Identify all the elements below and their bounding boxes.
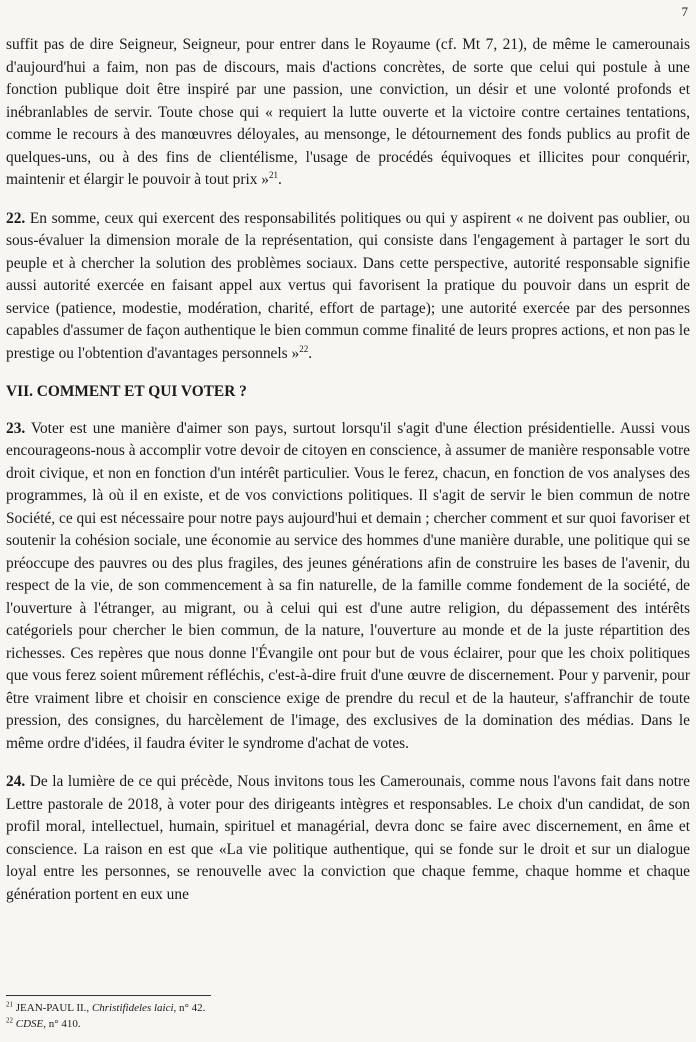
footnote-locator: , n° 410. bbox=[43, 1018, 81, 1030]
paragraph-intro bbox=[6, 34, 690, 192]
paragraph-text: De la lumière de ce qui précède, Nous invitons tous les Camerounais, comme nous l'avons fait dans notre Lettre pastorale de 2018, à voter pour des dirigeants intègres et responsables. Le choix d'un candidat, de son profil moral, intellectuel, humain, spirituel et managérial, devra donc se faire avec discernement, en âme et conscience. La raison en est que «La vie politique authentique, qui se fonde sur le droit et sur un dialogue loyal entre les personnes, se renouvelle avec la conviction que chaque femme, chaque homme et chaque génération portent en eux une bbox=[6, 773, 690, 903]
paragraph-24 bbox=[6, 771, 690, 906]
footnote-22 bbox=[6, 1016, 690, 1032]
section-heading: VII. COMMENT ET QUI VOTER ? bbox=[6, 383, 247, 400]
page-number: 7 bbox=[681, 4, 688, 19]
paragraph-22 bbox=[6, 208, 690, 366]
paragraph-number: 24. bbox=[6, 773, 26, 790]
footnote-21 bbox=[6, 1000, 690, 1016]
footnote-divider bbox=[6, 995, 211, 996]
footnote-ref-21[interactable]: 21 bbox=[269, 169, 278, 180]
footnote-title: Christifideles laici bbox=[91, 1002, 174, 1014]
document-body bbox=[6, 34, 690, 922]
paragraph-text: suffit pas de dire Seigneur, Seigneur, pour entrer dans le Royaume (cf. Mt 7, 21), de même le camerounais d'aujourd'hui a faim, non pas de discours, mais d'actions concrètes, de sorte que celui qui postule à une fonction publique doit être inspiré par une passion, une conviction, un désir et une volonté profonds et inébranlables de servir. Toute chose qui « requiert la lutte ouverte et la victoire contre certaines tentations, comme le recours à des manœuvres déloyales, au mensonge, le détournement des fonds publics au profit de quelques-uns, ou à des fins de clientélisme, l'usage de procédés équivoques et illicites pour conquérir, maintenir et élargir le pouvoir à tout prix » bbox=[6, 36, 690, 188]
footnote-mark: 22 bbox=[6, 1016, 13, 1025]
footnote-title: CDSE bbox=[15, 1018, 44, 1030]
footnote-author: JEAN-PAUL II., bbox=[13, 1002, 92, 1014]
paragraph-end: . bbox=[278, 171, 282, 188]
footnote-locator: , n° 42. bbox=[173, 1002, 206, 1014]
paragraph-text: En somme, ceux qui exercent des responsabilités politiques ou qui y aspirent « ne doivent pas oublier, ou sous-évaluer la dimension morale de la représentation, qui consiste dans l'engagement à partager le sort du peuple et à chercher la solution des problèmes sociaux. Dans cette perspective, autorité responsable signifie aussi autorité exercée en faisant appel aux vertus qui favorisent la pratique du pouvoir dans un esprit de service (patience, modestie, modération, charité, effort de partage); une autorité exercée par des personnes capables d'assumer de façon authentique le bien commun comme finalité de leurs propres actions, et non pas le prestige ou l'obtention d'avantages personnels » bbox=[6, 209, 691, 362]
paragraph-number: 23. bbox=[6, 419, 26, 437]
footnote-ref-22[interactable]: 22 bbox=[299, 343, 309, 354]
paragraph-text: Voter est une manière d'aimer son pays, surtout lorsqu'il s'agit d'une élection présidentielle. Aussi vous encourageons-nous à accomplir votre devoir de citoyen en conscience, à assumer de manière responsable votre droit civique, et non en fonction d'un intérêt particulier. Vous le ferez, chacun, en fonction de vos analyses des programmes, là où il en existe, et de vos convictions politiques. Il s'agit de servir le bien commun de notre Société, ce qui est nécessaire pour notre pays aujourd'hui et demain ; chercher comment et sur quoi favoriser et soutenir la cohésion sociale, une économie au service des hommes d'une manière durable, une politique qui se préoccupe des pauvres ou des plus fragiles, des jeunes générations afin de construire les bases de l'avenir, du respect de la vie, de son commencement à sa fin naturelle, de la famille comme fondement de la société, de l'ouverture à l'étranger, au migrant, ou à celui qui est d'une autre religion, du dépassement des intérêts catégoriels pour chercher le bien commun, de la nature, l'ouverture au monde et de la juste répartition des richesses. Ces repères que nous donne l'Évangile ont pour but de vous éclairer, pour que les choix politiques que vous ferez soient mûrement réfléchis, c'est-à-dire fruit d'une œuvre de discernement. Pour y parvenir, pour être vraiment libre et choisir en conscience exige de prendre du recul et de la hauteur, s'affranchir de toute pression, des consignes, du harcèlement de l'image, des exclusives de la domination des médias. Dans le même ordre d'idées, il faudra éviter le syndrome d'achat de votes. bbox=[6, 419, 690, 752]
paragraph-number: 22. bbox=[6, 209, 26, 227]
footnotes bbox=[6, 995, 690, 1032]
paragraph-23 bbox=[6, 418, 690, 756]
paragraph-end: . bbox=[308, 344, 313, 362]
footnote-mark: 21 bbox=[6, 1000, 13, 1009]
